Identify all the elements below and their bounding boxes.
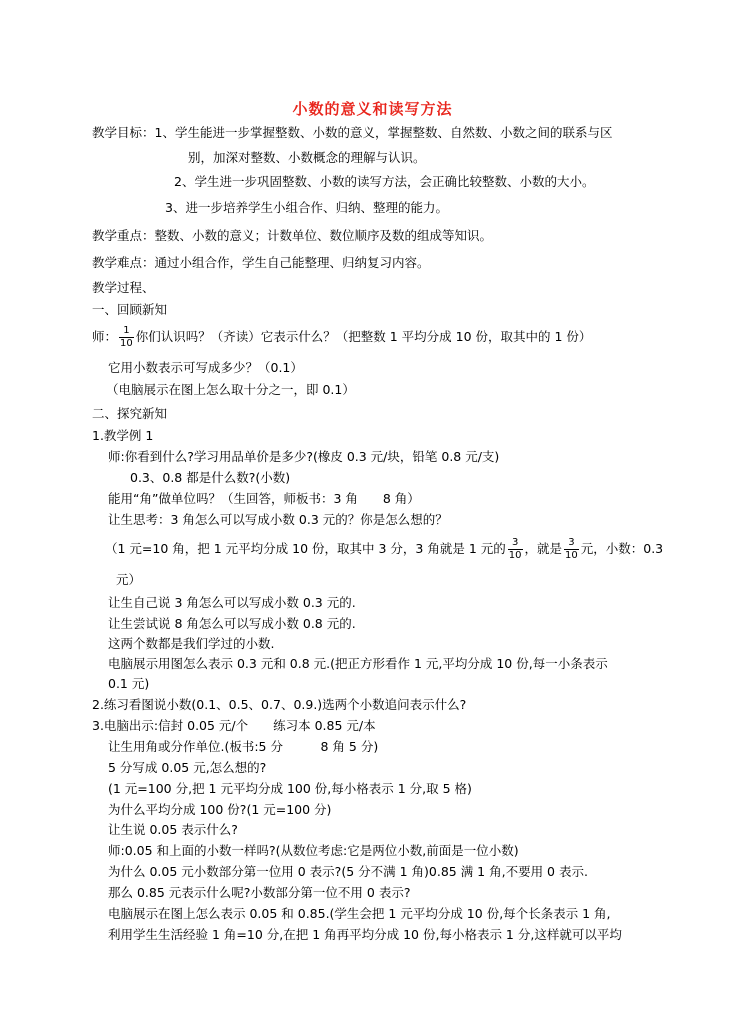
m-units: 让生用角或分作单位.(板书:5 分 8 角 5 分) [108, 739, 379, 754]
m-demo-figure: 电脑展示在图上怎么表示 0.05 和 0.85.(学生会把 1 元平均分成 10 份,每个长条表示 1 角, [108, 906, 611, 921]
m-why-hundred: 为什么平均分成 100 份?(1 元=100 分) [108, 802, 332, 817]
m-hundred: (1 元=100 分,把 1 元平均分成 100 份,每小格表示 1 分,取 5 格) [108, 781, 472, 796]
fraction-three-tenths: $\frac{3}{10}$ [508, 537, 522, 561]
line-try-say: 让生尝试说 8 角怎么可以写成小数 0.8 元的. [108, 616, 356, 631]
computer-demo-1: （电脑展示在图上怎么取十分之一，即 0.1） [106, 382, 355, 397]
line-learned: 这两个数都是我们学过的小数. [108, 636, 275, 651]
line-self-say: 让生自己说 3 角怎么可以写成小数 0.3 元的. [108, 595, 356, 610]
decimal-question: 它用小数表示可写成多少？（0.1） [108, 360, 303, 375]
q-prices: 师:你看到什么?学习用品单价是多少?(橡皮 0.3 元/块，铅笔 0.8 元/支) [108, 449, 500, 464]
difficult-points: 教学难点：通过小组合作，学生自己能整理、归纳复习内容。 [92, 255, 430, 270]
section-2-heading: 二、探究新知 [92, 406, 168, 421]
m-085: 那么 0.85 元表示什么呢?小数部分第一位不用 0 表示? [108, 885, 411, 900]
objective-1-cont: 别，加深对整数、小数概念的理解与认识。 [188, 150, 426, 165]
process-heading: 教学过程、 [92, 280, 155, 295]
m-what-mean: 让生说 0.05 表示什么? [108, 822, 238, 837]
q-decimals: 0.3、0.8 都是什么数?(小数) [130, 470, 291, 485]
m-demo-figure-cont: 利用学生生活经验 1 角=10 分,在把 1 角再平均分成 10 份,每小格表示 1 分,这样就可以平均 [108, 927, 622, 942]
objective-2: 2、学生进一步巩固整数、小数的读写方法，会正确比较整数、小数的大小。 [174, 174, 595, 189]
fraction-one-tenth: $\frac{1}{10}$ [120, 325, 133, 349]
practice-3: 3.电脑出示:信封 0.05 元/个 练习本 0.85 元/本 [92, 718, 376, 733]
m-why-zero: 为什么 0.05 元小数部分第一位用 0 表示?(5 分不满 1 角)0.85 满 1 角,不要用 0 表示. [108, 864, 588, 879]
teacher-label: 师： [92, 329, 118, 344]
q-jiao-unit: 能用“角”做单位吗？（生回答，师板书：3 角 8 角） [108, 491, 420, 506]
section-1-heading: 一、回顾新知 [92, 302, 168, 317]
objective-3: 3、进一步培养学生小组合作、归纳、整理的能力。 [165, 200, 448, 215]
explanation-part-1: （1 元=10 角，把 1 元平均分成 10 份，取其中 3 分，3 角就是 1 元的 [105, 541, 506, 556]
teacher-question [92, 322, 591, 352]
fraction-three-tenths-2: $\frac{3}{10}$ [565, 537, 578, 561]
example-1-heading: 1.教学例 1 [92, 428, 154, 443]
explanation-end: 元） [116, 572, 142, 587]
key-points: 教学重点：整数、小数的意义；计数单位、数位顺序及数的组成等知识。 [92, 228, 493, 243]
m-five-fen: 5 分写成 0.05 元,怎么想的? [108, 760, 267, 775]
line-demo-cont: 0.1 元) [108, 676, 150, 691]
objective-1: 教学目标：1、学生能进一步掌握整数、小数的意义，掌握整数、自然数、小数之间的联系与区 [92, 125, 613, 140]
m-compare: 师:0.05 和上面的小数一样吗?(从数位考虑:它是两位小数,前面是一位小数) [108, 843, 519, 858]
line-demo: 电脑展示用图怎么表示 0.3 元和 0.8 元.(把正方形看作 1 元,平均分成 10 份,每一小条表示 [108, 656, 608, 671]
teacher-question-text: 你们认识吗？（齐读）它表示什么？（把整数 1 平均分成 10 份，取其中的 1 份） [135, 329, 592, 344]
page-title: 小数的意义和读写方法 [292, 100, 453, 118]
practice-2: 2.练习看图说小数(0.1、0.5、0.7、0.9.)选两个小数追问表示什么? [92, 697, 467, 712]
explanation-part-2: ，就是 [524, 541, 563, 556]
explanation-part-3: 元，小数：0.3 [580, 541, 664, 556]
q-think: 让生思考：3 角怎么可以写成小数 0.3 元的？你是怎么想的？ [108, 512, 448, 527]
explanation-line [105, 532, 663, 566]
